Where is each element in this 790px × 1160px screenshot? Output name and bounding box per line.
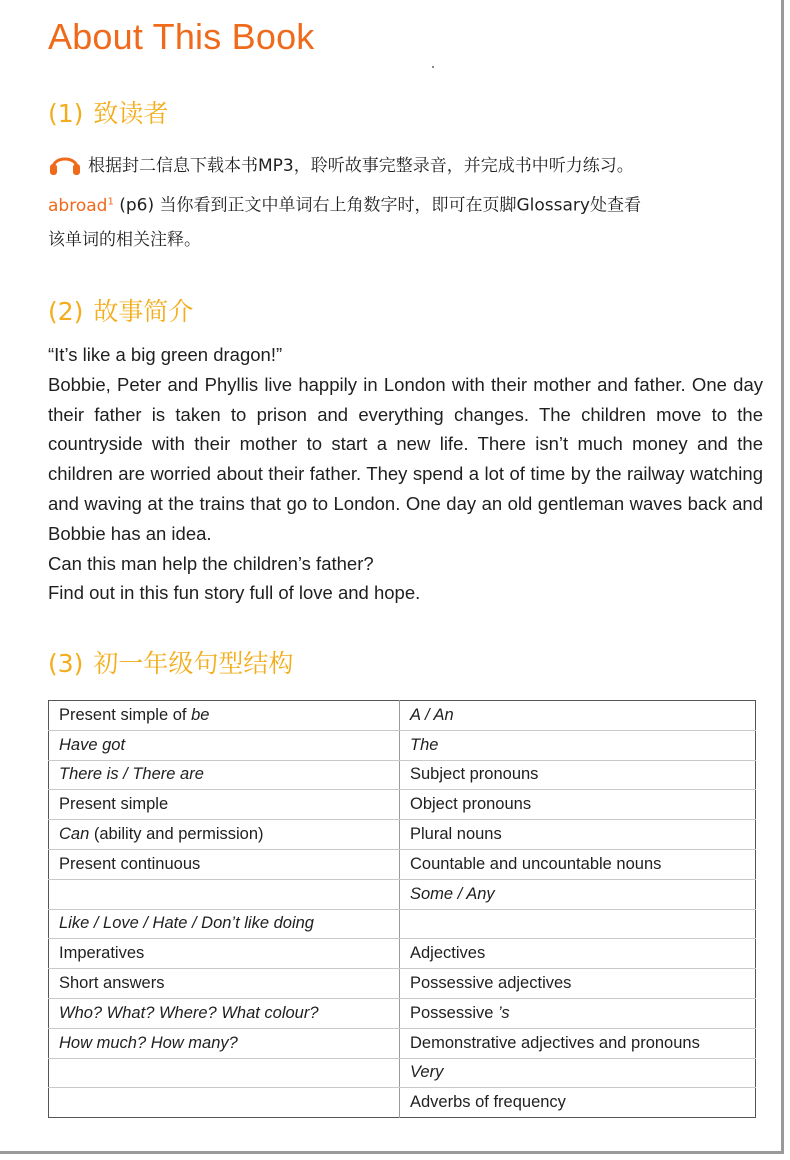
table-row (49, 998, 756, 1028)
section-number: (3) (48, 649, 84, 678)
grammar-cell-right (400, 909, 756, 939)
grammar-term-italic: There is / There are (59, 765, 204, 784)
grammar-cell-left (49, 820, 400, 850)
grammar-term-italic: ’s (498, 1003, 510, 1022)
grammar-term-italic: Can (59, 825, 90, 844)
table-row (49, 760, 756, 790)
table-row (49, 849, 756, 879)
section-number: (2) (48, 297, 84, 326)
grammar-term-italic: Have got (59, 735, 126, 754)
grammar-cell-left (49, 849, 400, 879)
grammar-cell-right (400, 790, 756, 820)
table-row (49, 1058, 756, 1088)
grammar-cell-right (400, 939, 756, 969)
headphones-icon (48, 150, 82, 183)
grammar-cell-left (49, 730, 400, 760)
grammar-cell-right (400, 879, 756, 909)
table-row (49, 969, 756, 999)
section-title: 故事简介 (93, 297, 194, 326)
grammar-cell-right (400, 701, 756, 731)
grammar-term: Imperatives (59, 944, 145, 963)
section-number: (1) (48, 99, 84, 128)
table-row (49, 939, 756, 969)
grammar-cell-left (49, 701, 400, 731)
grammar-term: Short answers (59, 974, 165, 993)
glossary-word: abroad (48, 195, 108, 216)
table-row (49, 820, 756, 850)
grammar-cell-left (49, 1058, 400, 1088)
grammar-term-italic: Very (410, 1063, 444, 1082)
story-paragraph: Bobbie, Peter and Phyllis live happily in London with their mother and father. One day their father is taken to prison and everything changes. The children move to the countryside with their mother to start a new life. There isn’t much money and the children are worried about their father. They spend a lot of time by the railway watching and waving at the trains that go to London. One day an old gentleman waves back and Bobbie has an idea. (48, 373, 763, 544)
grammar-term: Plural nouns (410, 825, 502, 844)
grammar-cell-left (49, 939, 400, 969)
grammar-term: (ability and permission) (89, 825, 264, 844)
grammar-term-italic: A / An (410, 705, 454, 724)
page-title: About This Book (48, 16, 315, 57)
grammar-cell-right (400, 998, 756, 1028)
grammar-cell-left (49, 969, 400, 999)
grammar-term: Object pronouns (410, 795, 532, 814)
grammar-term-italic: How much? How many? (59, 1033, 238, 1052)
story-summary (48, 340, 763, 608)
table-row (49, 1028, 756, 1058)
grammar-term: Countable and uncountable nouns (410, 854, 662, 873)
grammar-cell-right (400, 969, 756, 999)
audio-instruction-text: 根据封二信息下载本书MP3，聆听故事完整录音，并完成书中听力练习。 (88, 156, 634, 176)
grammar-term: Subject pronouns (410, 765, 539, 784)
grammar-term: Adjectives (410, 944, 486, 963)
glossary-superscript: 1 (107, 196, 114, 207)
grammar-term: Possessive (410, 1003, 499, 1022)
section-heading-to-readers (48, 94, 168, 130)
glossary-instruction-line2: 该单词的相关注释。 (48, 230, 201, 250)
grammar-cell-left (49, 909, 400, 939)
grammar-term-italic: Like / Love / Hate / Don’t like doing (59, 914, 314, 933)
table-row (49, 790, 756, 820)
grammar-cell-right (400, 820, 756, 850)
grammar-term-italic: Who? What? Where? What colour? (59, 1003, 319, 1022)
table-row (49, 909, 756, 939)
section-heading-grammar-structures (48, 644, 293, 680)
grammar-table (48, 700, 756, 1118)
section-title: 致读者 (93, 99, 169, 128)
grammar-cell-right (400, 1028, 756, 1058)
scan-speck (432, 66, 434, 68)
grammar-term: Present continuous (59, 854, 201, 873)
grammar-cell-left (49, 1088, 400, 1118)
section-heading-story-summary (48, 292, 193, 328)
table-row (49, 701, 756, 731)
grammar-term-italic: be (191, 705, 210, 724)
grammar-term-italic: Some / Any (410, 884, 495, 903)
section-title: 初一年级句型结构 (93, 649, 294, 678)
grammar-cell-right (400, 849, 756, 879)
story-question: Can this man help the children’s father? (48, 552, 374, 574)
glossary-example-word (48, 196, 114, 216)
story-closing: Find out in this fun story full of love and hope. (48, 582, 421, 604)
grammar-term: Present simple of (59, 705, 192, 724)
story-quote: “It’s like a big green dragon!” (48, 344, 283, 365)
grammar-term: Possessive adjectives (410, 974, 572, 993)
grammar-cell-left (49, 790, 400, 820)
glossary-instruction-line1 (48, 190, 641, 218)
grammar-term-italic: The (410, 735, 439, 754)
glossary-instruction-text: (p6) 当你看到正文中单词右上角数字时，即可在页脚Glossary处查看 (113, 195, 641, 216)
grammar-cell-right (400, 760, 756, 790)
grammar-cell-left (49, 1028, 400, 1058)
grammar-term: Present simple (59, 795, 169, 814)
grammar-cell-left (49, 879, 400, 909)
grammar-term: Demonstrative adjectives and pronouns (410, 1033, 700, 1052)
grammar-cell-right (400, 730, 756, 760)
grammar-cell-left (49, 760, 400, 790)
grammar-cell-left (49, 998, 400, 1028)
grammar-cell-right (400, 1088, 756, 1118)
grammar-cell-right (400, 1058, 756, 1088)
grammar-term: Adverbs of frequency (410, 1093, 566, 1112)
table-row (49, 879, 756, 909)
audio-instruction (48, 150, 634, 183)
table-row (49, 1088, 756, 1118)
table-row (49, 730, 756, 760)
